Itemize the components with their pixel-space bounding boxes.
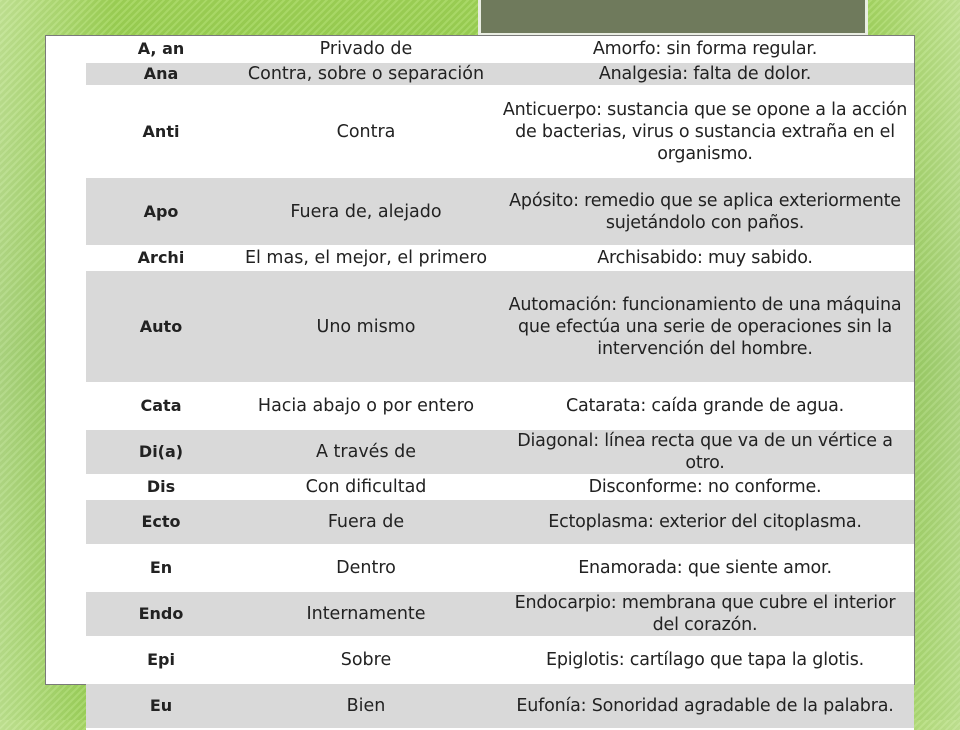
slide-title-tab xyxy=(478,0,868,36)
prefix-cell: Cata xyxy=(140,396,182,415)
prefix-cell: Epi xyxy=(147,650,175,669)
table-row xyxy=(86,683,914,729)
meaning-cell: Internamente xyxy=(236,591,496,637)
table-row xyxy=(86,499,914,545)
example-cell: Enamorada: que siente amor. xyxy=(578,558,832,578)
prefix-cell: Anti xyxy=(142,121,180,141)
example-cell: Amorfo: sin forma regular. xyxy=(592,38,818,59)
meaning-cell: A través de xyxy=(236,429,496,475)
prefix-cell: A, an xyxy=(137,38,185,58)
meaning-cell: Privado de xyxy=(319,38,413,59)
example-cell: Archisabido: muy sabido. xyxy=(597,248,813,268)
table-row xyxy=(86,475,914,499)
example-cell: Disconforme: no conforme. xyxy=(588,477,822,497)
example-cell: Analgesia: falta de dolor. xyxy=(496,62,914,86)
example-cell: Epiglotis: cartílago que tapa la glotis. xyxy=(546,650,864,670)
meaning-cell: Hacia abajo o por entero xyxy=(257,396,475,416)
meaning-cell: Contra xyxy=(336,121,396,142)
meaning-cell: Fuera de xyxy=(236,499,496,545)
meaning-cell: Uno mismo xyxy=(236,270,496,383)
example-cell: Diagonal: línea recta que va de un vértice a otro. xyxy=(496,429,914,475)
prefix-cell: Di(a) xyxy=(86,429,236,475)
prefix-cell: Endo xyxy=(86,591,236,637)
prefix-table xyxy=(86,36,914,730)
prefix-cell: Apo xyxy=(86,177,236,246)
table-row xyxy=(86,383,914,429)
example-cell: Automación: funcionamiento de una máquina que efectúa una serie de operaciones sin la intervención del hombre. xyxy=(496,270,914,383)
table-row xyxy=(86,429,914,475)
prefix-cell: Eu xyxy=(86,683,236,729)
table-row xyxy=(86,62,914,86)
prefix-cell: Ecto xyxy=(86,499,236,545)
example-cell: Eufonía: Sonoridad agradable de la palabra. xyxy=(496,683,914,729)
table-row xyxy=(86,545,914,591)
meaning-cell: Contra, sobre o separación xyxy=(236,62,496,86)
prefix-cell: Auto xyxy=(86,270,236,383)
table-row xyxy=(86,246,914,270)
meaning-cell: Bien xyxy=(236,683,496,729)
example-cell: Catarata: caída grande de agua. xyxy=(565,396,845,416)
table-row xyxy=(86,270,914,383)
example-cell: Anticuerpo: sustancia que se opone a la acción de bacterias, virus o sustancia extraña en el organismo. xyxy=(502,99,908,164)
example-cell: Endocarpio: membrana que cubre el interior del corazón. xyxy=(496,591,914,637)
table-row xyxy=(86,86,914,177)
meaning-cell: El mas, el mejor, el primero xyxy=(244,248,488,268)
prefix-cell: Archi xyxy=(137,248,185,267)
example-cell: Apósito: remedio que se aplica exteriormente sujetándolo con paños. xyxy=(496,177,914,246)
meaning-cell: Fuera de, alejado xyxy=(236,177,496,246)
example-cell: Ectoplasma: exterior del citoplasma. xyxy=(496,499,914,545)
prefix-cell: Dis xyxy=(146,477,176,496)
table-row xyxy=(86,591,914,637)
meaning-cell: Sobre xyxy=(340,650,392,670)
prefix-cell: En xyxy=(149,558,173,577)
meaning-cell: Con dificultad xyxy=(305,477,427,497)
table-row xyxy=(86,36,914,62)
prefix-cell: Ana xyxy=(86,62,236,86)
table-row xyxy=(86,177,914,246)
table-row xyxy=(86,637,914,683)
prefix-table-body xyxy=(86,36,914,729)
meaning-cell: Dentro xyxy=(336,558,396,578)
